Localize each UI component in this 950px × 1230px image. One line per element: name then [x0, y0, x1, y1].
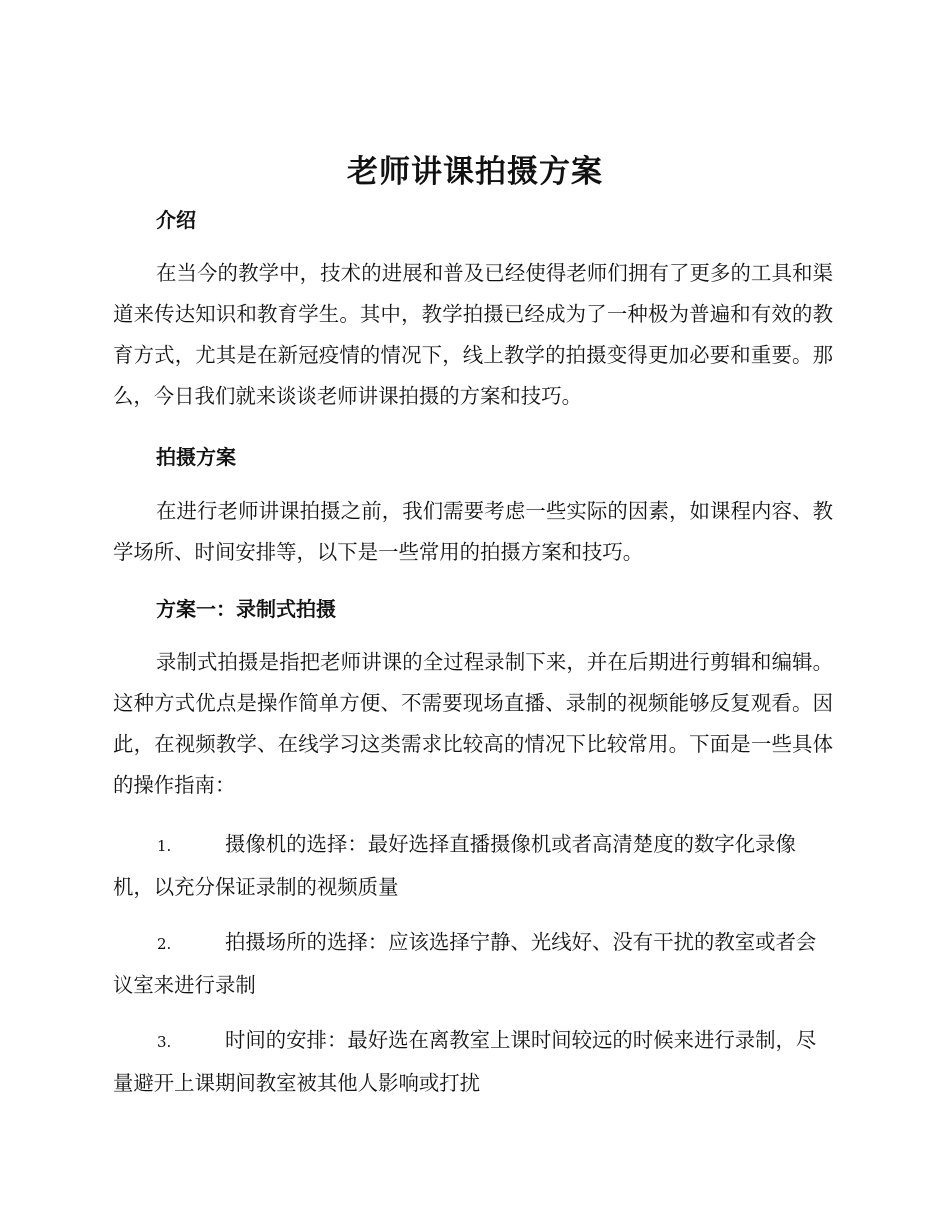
list-item-text: 时间的安排：最好选在离教室上课时间较远的时候来进行录制，尽量避开上课期间教室被其他人影响或打扰	[113, 1028, 817, 1095]
plan-paragraph: 在进行老师讲课拍摄之前，我们需要考虑一些实际的因素，如课程内容、教学场所、时间安排等，以下是一些常用的拍摄方案和技巧。	[113, 499, 833, 564]
plan-one-paragraph: 录制式拍摄是指把老师讲课的全过程录制下来，并在后期进行剪辑和编辑。这种方式优点是操作简单方便、不需要现场直播、录制的视频能够反复观看。因此，在视频教学、在线学习这类需求比较高的情况下比较常用。下面是一些具体的操作指南：	[113, 650, 833, 797]
list-item	[113, 922, 833, 1006]
section-heading-plan: 拍摄方案	[156, 445, 236, 469]
list-item	[113, 824, 833, 908]
list-item-text: 摄像机的选择：最好选择直播摄像机或者高清楚度的数字化录像机，以充分保证录制的视频质量	[113, 832, 796, 899]
list-item-number: 3.	[157, 1033, 172, 1051]
list-item-number: 1.	[157, 837, 172, 855]
list-item-number: 2.	[157, 935, 172, 953]
section-heading-intro: 介绍	[156, 208, 196, 232]
list-item	[113, 1020, 833, 1104]
list-item-text: 拍摄场所的选择：应该选择宁静、光线好、没有干扰的教室或者会议室来进行录制	[113, 930, 817, 997]
section-heading-plan-one: 方案一：录制式拍摄	[156, 597, 336, 621]
intro-paragraph: 在当今的教学中，技术的进展和普及已经使得老师们拥有了更多的工具和渠道来传达知识和教育学生。其中，教学拍摄已经成为了一种极为普遍和有效的教育方式，尤其是在新冠疫情的情况下，线上教学的拍摄变得更加必要和重要。那么，今日我们就来谈谈老师讲课拍摄的方案和技巧。	[113, 261, 833, 408]
document-title: 老师讲课拍摄方案	[347, 154, 603, 190]
